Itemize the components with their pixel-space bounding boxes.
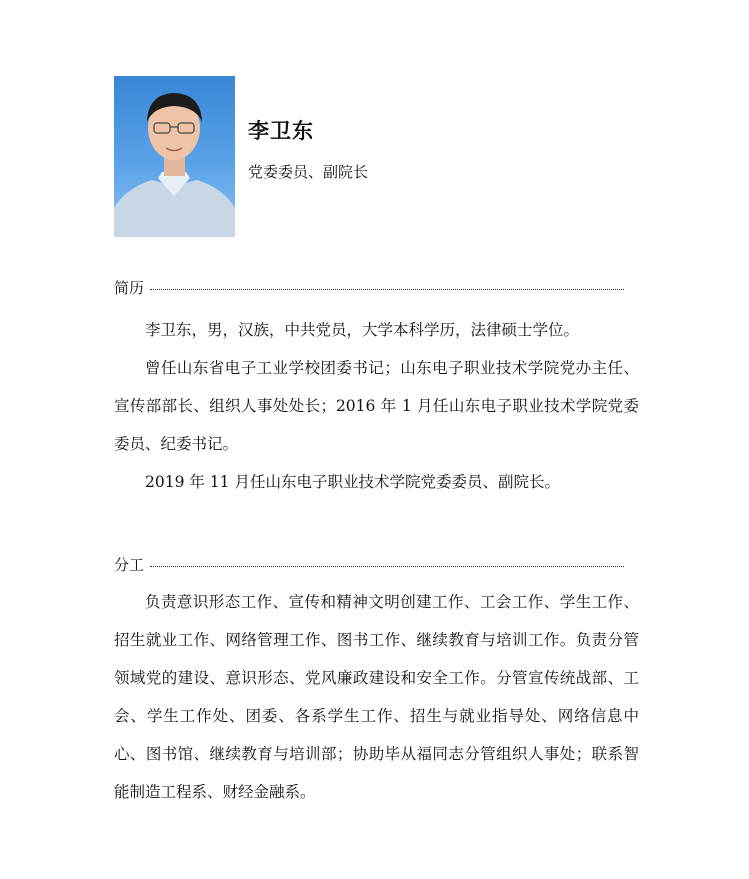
resume-heading: 简历 [114,279,145,297]
person-name: 李卫东 [248,119,314,143]
resume-paragraph: 2019 年 11 月任山东电子职业技术学院党委委员、副院长。 [145,473,560,491]
resume-body [114,311,639,501]
portrait-icon [114,76,235,237]
duties-heading: 分工 [114,556,145,574]
dotted-divider [150,566,624,567]
duties-paragraph: 负责意识形态工作、宣传和精神文明创建工作、工会工作、学生工作、招生就业工作、网络管理工作、图书工作、继续教育与培训工作。负责分管领域党的建设、意识形态、党风廉政建设和安全工作。分管宣传统战部、工会、学生工作处、团委、各系学生工作、招生与就业指导处、网络信息中心、图书馆、继续教育与培训部；协助毕从福同志分管组织人事处；联系智能制造工程系、财经金融系。 [114,593,639,801]
resume-paragraph: 李卫东，男，汉族，中共党员，大学本科学历，法律硕士学位。 [145,321,580,339]
duties-body [114,583,639,811]
resume-paragraph: 曾任山东省电子工业学校团委书记；山东电子职业技术学院党办主任、宣传部部长、组织人事处处长；2016 年 1 月任山东电子职业技术学院党委委员、纪委书记。 [114,359,639,453]
profile-photo [114,76,235,237]
resume-section-header [114,277,624,298]
person-position: 党委委员、副院长 [248,163,369,181]
duties-section-header [114,554,624,575]
dotted-divider [150,289,624,290]
